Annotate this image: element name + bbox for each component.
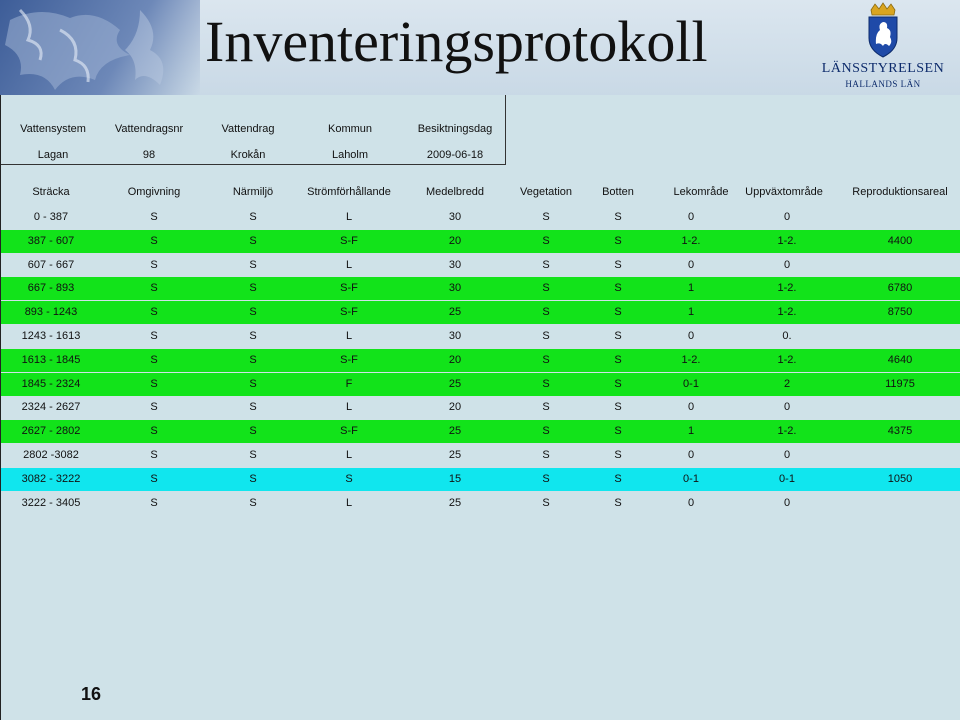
page-title: Inventeringsprotokoll <box>205 9 708 74</box>
table-row <box>1 468 960 491</box>
table-cell: 1-2. <box>681 234 701 247</box>
table-cell: 1 <box>687 282 695 295</box>
table-cell: S <box>150 306 158 319</box>
column-header: Uppväxtområde <box>745 186 823 198</box>
table-cell: 1-2. <box>777 234 797 247</box>
table-cell: S <box>150 353 158 366</box>
banner-emblem <box>0 0 200 95</box>
table-cell: 30 <box>448 258 462 271</box>
table-cell: 0 <box>687 449 695 461</box>
table-cell: 0-1 <box>779 472 795 485</box>
table-cell: 11975 <box>885 377 915 390</box>
table-cell: S <box>614 353 622 366</box>
table-cell: 0 <box>783 449 791 461</box>
info-label: Besiktningsdag <box>417 123 493 135</box>
table-cell: 1-2. <box>681 353 701 366</box>
table-cell: S <box>614 330 622 342</box>
table-cell: S <box>542 330 550 342</box>
table-cell: L <box>345 496 353 509</box>
table-cell: 1-2. <box>777 425 797 438</box>
table-cell: 1-2. <box>777 306 797 319</box>
table-cell: 3082 - 3222 <box>21 472 81 485</box>
table-cell: 4400 <box>887 234 913 247</box>
table-cell: S-F <box>340 234 358 247</box>
table-cell: 2324 - 2627 <box>21 401 81 414</box>
column-header: Omgivning <box>127 186 181 198</box>
table-cell: F <box>345 377 353 390</box>
table-cell: S <box>150 234 158 247</box>
column-header: Närmiljö <box>232 186 274 198</box>
table-cell: S <box>614 472 622 485</box>
table-cell: 2627 - 2802 <box>21 425 81 438</box>
header-banner <box>0 0 960 95</box>
table-cell: 1845 - 2324 <box>21 377 81 390</box>
table-cell: 20 <box>448 234 462 247</box>
table-cell: S <box>150 258 158 271</box>
logo-subtitle: HALLANDS LÄN <box>845 79 921 89</box>
table-cell: S <box>542 401 550 414</box>
table-cell: 30 <box>448 211 462 223</box>
info-box <box>1 95 506 165</box>
info-label: Vattensystem <box>20 123 86 135</box>
table-cell: 0 - 387 <box>33 211 69 223</box>
logo-name: LÄNSSTYRELSEN <box>821 61 945 76</box>
table-cell <box>841 254 959 277</box>
table-cell: S <box>542 234 550 247</box>
table-cell: S <box>614 234 622 247</box>
table-cell: 25 <box>448 306 462 319</box>
table-cell: S <box>249 330 257 342</box>
table-row <box>1 373 960 396</box>
table-cell <box>841 206 959 229</box>
table-cell: S <box>614 258 622 271</box>
table-cell: 25 <box>448 496 462 509</box>
table-cell: 1-2. <box>777 282 797 295</box>
table-cell: S <box>249 258 257 271</box>
table-row <box>1 277 960 300</box>
table-cell: 25 <box>448 377 462 390</box>
info-value: Laholm <box>331 149 369 161</box>
table-cell: 1 <box>687 306 695 319</box>
table-cell: S <box>345 472 353 485</box>
table-cell: S <box>150 282 158 295</box>
info-label: Vattendrag <box>221 123 275 135</box>
table-cell: 1 <box>687 425 695 438</box>
lansstyrelsen-logo <box>818 2 948 92</box>
info-values-row <box>1 142 506 168</box>
table-cell: S <box>542 496 550 509</box>
column-header: Reproduktionsareal <box>852 186 948 198</box>
table-cell: S <box>150 496 158 509</box>
table-row <box>1 492 960 515</box>
table-header-row <box>1 181 960 205</box>
table-row <box>1 206 960 229</box>
table-cell: S <box>150 330 158 342</box>
table-cell: 6780 <box>887 282 913 295</box>
table-row <box>1 230 960 253</box>
table-cell: 4375 <box>887 425 913 438</box>
table-cell: L <box>345 401 353 414</box>
table-row <box>1 396 960 419</box>
column-header: Strömförhållande <box>307 186 391 198</box>
table-cell: S <box>249 449 257 461</box>
table-cell: S <box>614 211 622 223</box>
table-cell: S <box>542 449 550 461</box>
table-cell: 0 <box>783 401 791 414</box>
table-cell: 1243 - 1613 <box>21 330 81 342</box>
table-cell: 0 <box>687 258 695 271</box>
table-cell: 667 - 893 <box>27 282 75 295</box>
table-cell: S <box>249 377 257 390</box>
table-cell: 20 <box>448 353 462 366</box>
table-cell: S <box>542 353 550 366</box>
table-cell: S <box>614 449 622 461</box>
table-cell: 4640 <box>887 353 913 366</box>
info-label: Vattendragsnr <box>114 123 184 135</box>
table-cell: S <box>249 496 257 509</box>
column-header: Lekområde <box>673 186 729 198</box>
table-cell: S <box>249 306 257 319</box>
table-cell: S <box>542 211 550 223</box>
table-cell: S <box>150 401 158 414</box>
table-cell: S <box>150 377 158 390</box>
table-cell: S <box>150 425 158 438</box>
table-cell: 0 <box>687 496 695 509</box>
table-cell: L <box>345 211 353 223</box>
table-cell: L <box>345 330 353 342</box>
table-cell <box>841 396 959 419</box>
table-cell: S-F <box>340 282 358 295</box>
table-cell: S <box>249 211 257 223</box>
info-value: 98 <box>142 149 156 161</box>
table-cell <box>841 325 959 348</box>
table-cell: 3222 - 3405 <box>21 496 81 509</box>
table-cell: 0 <box>783 496 791 509</box>
lion-emblem-icon <box>0 0 200 95</box>
table-cell: S <box>614 496 622 509</box>
table-cell: 1-2. <box>777 353 797 366</box>
table-cell: S <box>249 353 257 366</box>
table-cell: S <box>614 401 622 414</box>
column-header: Botten <box>602 186 634 198</box>
table-cell: L <box>345 449 353 461</box>
table-cell: 0 <box>687 401 695 414</box>
table-cell: S <box>542 472 550 485</box>
table-row <box>1 349 960 372</box>
table-cell: 25 <box>448 449 462 461</box>
table-row <box>1 301 960 324</box>
info-value: Lagan <box>37 149 69 161</box>
table-cell: 1050 <box>887 472 913 485</box>
table-row <box>1 444 960 467</box>
table-row <box>1 254 960 277</box>
table-cell: S <box>249 401 257 414</box>
table-cell: 1613 - 1845 <box>21 353 81 366</box>
table-cell: S <box>614 377 622 390</box>
table-cell: 0 <box>687 211 695 223</box>
table-cell: 20 <box>448 401 462 414</box>
info-value: 2009-06-18 <box>426 149 484 161</box>
table-cell: S <box>249 472 257 485</box>
table-cell: S <box>542 377 550 390</box>
table-cell: S <box>614 306 622 319</box>
table-cell <box>841 444 959 467</box>
table-row <box>1 325 960 348</box>
column-header: Medelbredd <box>425 186 485 198</box>
table-cell: 8750 <box>887 306 913 319</box>
table-cell: S-F <box>340 306 358 319</box>
table-cell: S <box>542 258 550 271</box>
info-value: Krokån <box>230 149 266 161</box>
table-cell: S <box>614 425 622 438</box>
table-cell: S <box>249 234 257 247</box>
table-cell: 2 <box>783 377 791 390</box>
column-header: Sträcka <box>32 186 70 198</box>
table-cell: 0-1 <box>683 472 699 485</box>
info-label: Kommun <box>327 123 373 135</box>
page-number: 16 <box>81 684 102 704</box>
table-cell: 2802 -3082 <box>23 449 79 461</box>
column-header: Vegetation <box>520 186 572 198</box>
table-cell: S <box>150 449 158 461</box>
table-cell: L <box>345 258 353 271</box>
table-cell: S <box>542 425 550 438</box>
table-cell: 893 - 1243 <box>24 306 78 319</box>
info-labels-row <box>1 116 506 142</box>
table-cell: 0 <box>783 211 791 223</box>
protocol-panel <box>0 95 960 720</box>
table-cell: S <box>150 211 158 223</box>
table-cell: S <box>249 425 257 438</box>
table-cell: S <box>150 472 158 485</box>
table-cell: S-F <box>340 353 358 366</box>
table-cell: 30 <box>448 282 462 295</box>
table-cell <box>841 492 959 515</box>
table-row <box>1 420 960 443</box>
table-cell: S <box>249 282 257 295</box>
table-cell: 387 - 607 <box>27 234 75 247</box>
crown-lion-shield-icon <box>863 2 903 58</box>
table-cell: 0-1 <box>683 377 699 390</box>
table-cell: 15 <box>448 472 462 485</box>
table-cell: 0 <box>687 330 695 342</box>
table-cell: S <box>614 282 622 295</box>
table-cell: 0 <box>783 258 791 271</box>
table-cell: 607 - 667 <box>27 258 75 271</box>
table-cell: 30 <box>448 330 462 342</box>
table-cell: S-F <box>340 425 358 438</box>
table-cell: S <box>542 306 550 319</box>
table-cell: 0. <box>782 330 792 342</box>
table-cell: S <box>542 282 550 295</box>
table-cell: 25 <box>448 425 462 438</box>
